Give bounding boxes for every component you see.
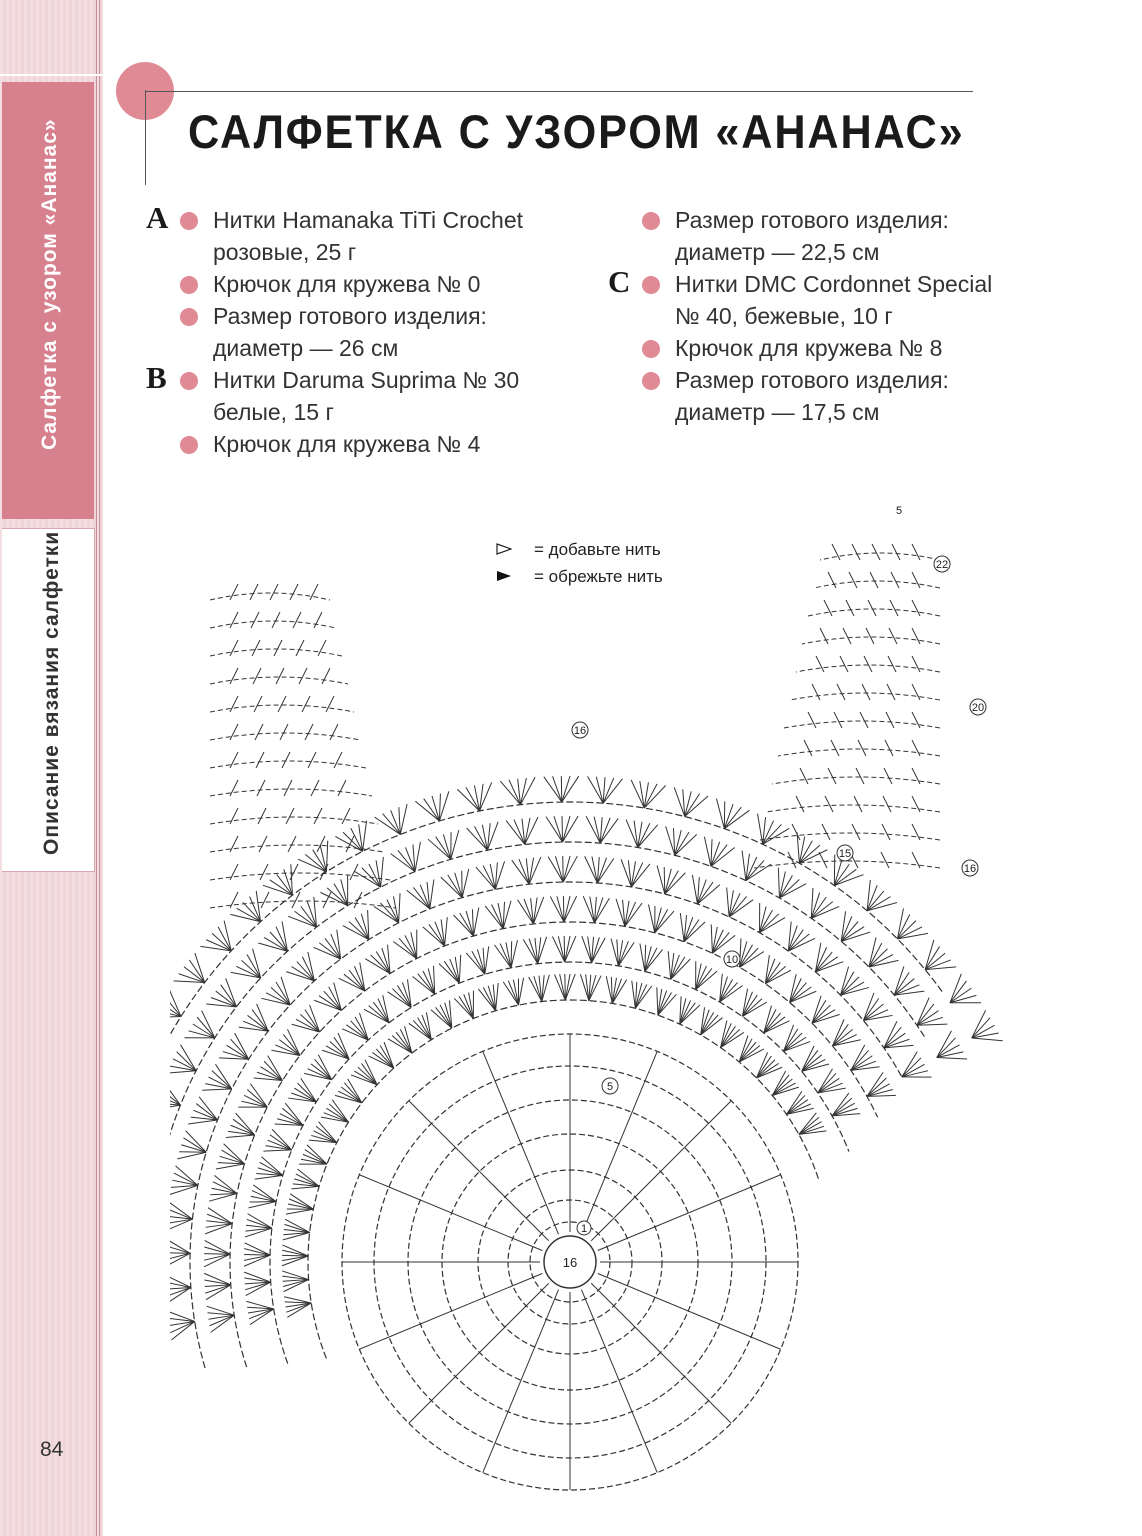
legend-cut-thread-text: = обрежьте нить bbox=[534, 567, 663, 586]
page-number: 84 bbox=[40, 1438, 64, 1461]
center-label: 16 bbox=[562, 1255, 578, 1270]
spec-text: Нитки DMC Cordonnet Special № 40, бежевые, 10 г bbox=[675, 271, 993, 329]
round-marker bbox=[602, 1078, 618, 1094]
spec-item bbox=[180, 428, 553, 460]
add-thread-icon bbox=[496, 543, 512, 555]
round-marker bbox=[577, 1221, 591, 1235]
spec-text: Крючок для кружева № 8 bbox=[675, 335, 943, 361]
bullet-icon bbox=[642, 340, 660, 358]
spec-item bbox=[146, 360, 553, 428]
title-rule-horizontal bbox=[145, 91, 973, 92]
round-marker bbox=[837, 845, 853, 861]
round-label: 1 bbox=[580, 1223, 588, 1235]
spec-item bbox=[642, 364, 1015, 428]
bullet-icon bbox=[642, 276, 660, 294]
sidebar bbox=[0, 0, 103, 1536]
bullet-icon bbox=[180, 372, 198, 390]
round-marker bbox=[934, 556, 950, 572]
cut-thread-icon bbox=[496, 570, 512, 582]
bullet-icon bbox=[642, 372, 660, 390]
spec-item bbox=[146, 200, 553, 268]
variant-letter-c: C bbox=[608, 264, 631, 299]
round-label: 5 bbox=[896, 505, 903, 517]
spec-column-2 bbox=[608, 204, 1015, 428]
round-marker bbox=[724, 951, 740, 967]
round-label: 15 bbox=[838, 848, 852, 860]
round-marker bbox=[970, 699, 986, 715]
spec-item bbox=[642, 332, 1015, 364]
spec-item bbox=[642, 204, 1015, 268]
round-label: 22 bbox=[935, 559, 949, 571]
spec-text: Размер готового изделия: диаметр — 22,5 см bbox=[675, 207, 949, 265]
sidebar-rule bbox=[99, 0, 100, 1536]
title-rule-vertical bbox=[145, 90, 146, 185]
variant-letter-a: A bbox=[146, 200, 169, 235]
legend bbox=[496, 536, 663, 590]
round-label: 16 bbox=[573, 725, 587, 737]
spec-text: Размер готового изделия: диаметр — 17,5 см bbox=[675, 367, 949, 425]
bullet-icon bbox=[180, 212, 198, 230]
round-label: 5 bbox=[606, 1081, 614, 1093]
subsection-label: Описание вязания салфетки bbox=[40, 530, 63, 855]
bullet-icon bbox=[180, 276, 198, 294]
page-title: САЛФЕТКА С УЗОРОМ «АНАНАС» bbox=[188, 105, 965, 158]
spec-text: Нитки Daruma Suprima № 30 белые, 15 г bbox=[213, 367, 520, 425]
variant-letter-b: B bbox=[146, 360, 167, 395]
spec-item bbox=[180, 268, 553, 300]
round-label: 20 bbox=[971, 702, 985, 714]
round-marker bbox=[572, 722, 588, 738]
section-label: Салфетка с узором «Ананас» bbox=[38, 118, 61, 450]
spec-text: Нитки Hamanaka TiTi Crochet розовые, 25 г bbox=[213, 207, 524, 265]
spec-text: Размер готового изделия: диаметр — 26 см bbox=[213, 303, 487, 361]
bullet-icon bbox=[180, 436, 198, 454]
spec-item bbox=[608, 264, 1015, 332]
spec-item bbox=[180, 300, 553, 364]
round-marker bbox=[962, 860, 978, 876]
spec-text: Крючок для кружева № 4 bbox=[213, 431, 481, 457]
sidebar-divider bbox=[0, 74, 103, 76]
bullet-icon bbox=[642, 212, 660, 230]
legend-add-thread bbox=[496, 536, 663, 563]
spec-text: Крючок для кружева № 0 bbox=[213, 271, 481, 297]
bullet-icon bbox=[180, 308, 198, 326]
spec-column-1 bbox=[146, 200, 553, 460]
legend-cut-thread bbox=[496, 563, 663, 590]
round-label: 16 bbox=[963, 863, 977, 875]
sidebar-rule bbox=[96, 0, 97, 1536]
round-label: 10 bbox=[725, 954, 739, 966]
legend-add-thread-text: = добавьте нить bbox=[534, 540, 661, 559]
crochet-diagram bbox=[170, 490, 1030, 1500]
